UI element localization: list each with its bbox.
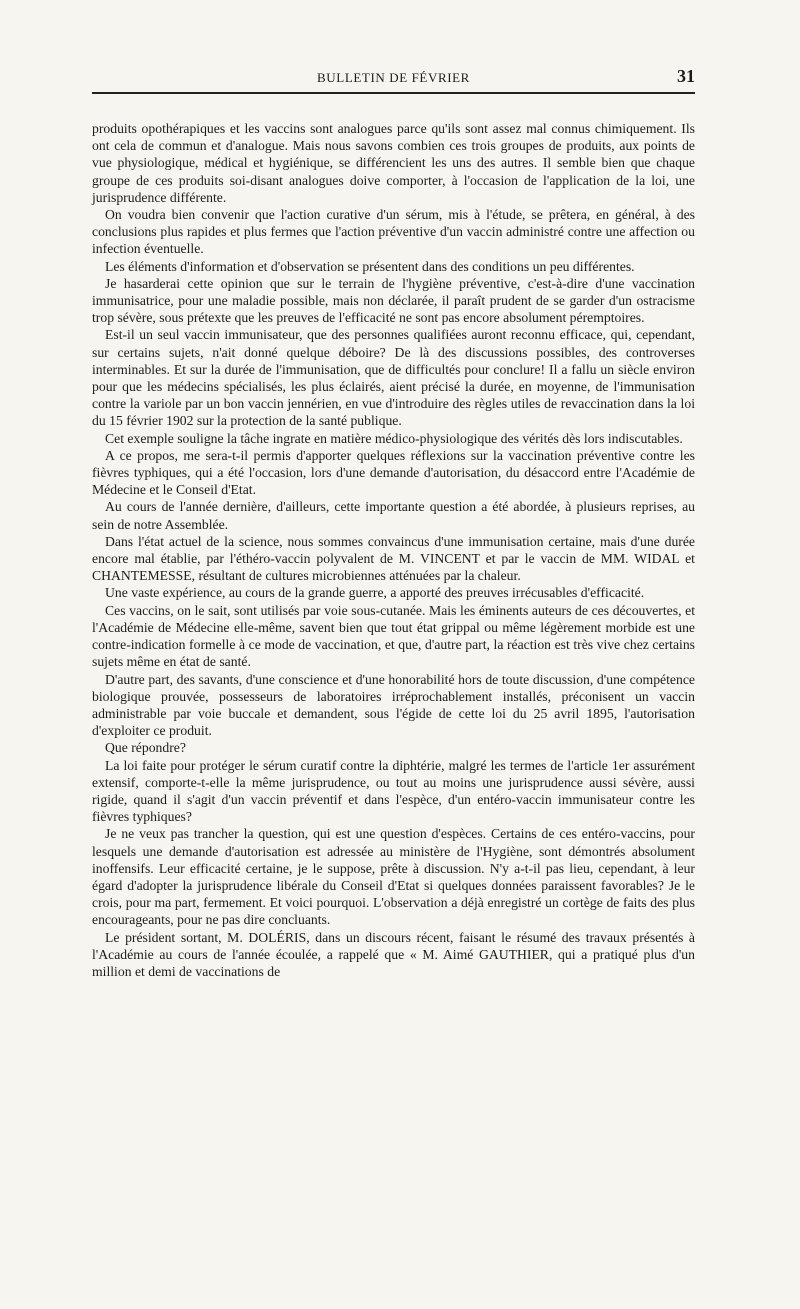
paragraph: Dans l'état actuel de la science, nous sommes convaincus d'une immunisation certaine, mais d'une durée encore mal établie, par l'éthéro-vaccin polyvalent de M. VINCENT et par le vaccin de MM. WIDAL et CHANTEMESSE, résultant de cultures microbiennes atténuées par la chaleur. <box>92 533 695 584</box>
body-text <box>92 120 695 980</box>
page-number: 31 <box>677 66 695 86</box>
paragraph: Les éléments d'information et d'observation se présentent dans des conditions un peu différentes. <box>105 258 635 274</box>
paragraph: Est-il un seul vaccin immunisateur, que des personnes qualifiées auront reconnu efficace, qui, cependant, sur certains sujets, n'ait donné quelque déboire? De là des discussions possibles, des controverses interminables. Et sur la durée de l'immunisation, que de difficultés pour conclure! Il a fallu un siècle environ pour que les médecins spécialisés, les plus éclairés, aient précisé la durée, en moyenne, de l'immunisation contre la variole par un bon vaccin jennérien, en vue d'introduire des règles utiles de revaccination dans la loi du 15 février 1902 sur la protection de la santé publique. <box>92 327 695 429</box>
running-title: BULLETIN DE FÉVRIER <box>317 70 470 85</box>
paragraph: La loi faite pour protéger le sérum curatif contre la diphtérie, malgré les termes de l'article 1er assurément extensif, comporte-t-elle la même jurisprudence, ou tout au moins une jurisprudence aussi sévère, aussi rigide, quand il s'agit d'un vaccin préventif et dans l'espèce, d'un entéro-vaccin immunisateur contre les fièvres typhiques? <box>92 757 695 825</box>
paragraph: Ces vaccins, on le sait, sont utilisés par voie sous-cutanée. Mais les éminents auteurs de ces découvertes, et l'Académie de Médecine elle-même, savent bien que tout état grippal ou même légèrement morbide est une contre-indication formelle à ce mode de vaccination, et que, d'autre part, la réaction est très vive chez certains sujets même en état de santé. <box>92 602 695 670</box>
paragraph: Que répondre? <box>105 740 186 756</box>
paragraph: Cet exemple souligne la tâche ingrate en matière médico-physiologique des vérités dès lors indiscutables. <box>105 430 683 446</box>
paragraph: On voudra bien convenir que l'action curative d'un sérum, mis à l'étude, se prêtera, en général, à des conclusions plus rapides et plus fermes que l'action préventive d'un vaccin administré contre une affection ou infection éventuelle. <box>92 207 695 257</box>
paragraph: Je ne veux pas trancher la question, qui est une question d'espèces. Certains de ces entéro-vaccins, pour lesquels une demande d'autorisation est adressée au ministère de l'Hygiène, sont démontrés absolument inoffensifs. Leur efficacité certaine, je le suppose, prête à discussion. N'y a-t-il pas lieu, cependant, à leur égard d'adopter la jurisprudence libérale du Conseil d'Etat si quelques données paraissent favorables? Je le crois, pour ma part, fermement. Et voici pourquoi. L'observation a déjà enregistré un cortège de faits des plus encourageants, pour ne pas dire concluants. <box>92 826 695 928</box>
paragraph: Le président sortant, M. DOLÉRIS, dans un discours récent, faisant le résumé des travaux présentés à l'Académie au cours de l'année écoulée, a rappelé que « M. Aimé GAUTHIER, qui a pratiqué plus d'un million et demi de vaccinations de <box>92 929 695 979</box>
paragraph: Au cours de l'année dernière, d'ailleurs, cette importante question a été abordée, à plusieurs reprises, au sein de notre Assemblée. <box>92 499 695 532</box>
page-header <box>92 66 695 94</box>
paragraph: A ce propos, me sera-t-il permis d'apporter quelques réflexions sur la vaccination préventive contre les fièvres typhiques, qui a été l'occasion, lors d'une demande d'autorisation, du désaccord entre l'Académie de Médecine et le Conseil d'Etat. <box>92 447 695 498</box>
paragraph: Une vaste expérience, au cours de la grande guerre, a apporté des preuves irrécusables d'efficacité. <box>105 585 645 601</box>
paragraph: produits opothérapiques et les vaccins sont analogues parce qu'ils sont assez mal connus chimiquement. Ils ont cela de commun et d'analogue. Mais nous savons combien ces trois groupes de produits, aux points de vue physiologique, médical et hygiénique, se différencient les uns des autres. Il semble bien que chaque groupe de ces produits soi-disant analogues doive comporter, à l'occasion de l'application de la loi, une jurisprudence différente. <box>92 121 695 205</box>
paragraph: Je hasarderai cette opinion que sur le terrain de l'hygiène préventive, c'est-à-dire d'une vaccination immunisatrice, pour une maladie possible, mais non déclarée, il paraît prudent de se garder d'un ostracisme trop sévère, sous prétexte que les preuves de l'efficacité ne sont pas encore absolument péremptoires. <box>92 275 695 326</box>
paragraph: D'autre part, des savants, d'une conscience et d'une honorabilité hors de toute discussion, d'une compétence biologique prouvée, possesseurs de laboratoires irréprochablement installés, préconisent un vaccin administrable par voie buccale et demandent, sous l'égide de cette loi du 25 avril 1895, l'autorisation d'exploiter ce produit. <box>92 671 695 739</box>
